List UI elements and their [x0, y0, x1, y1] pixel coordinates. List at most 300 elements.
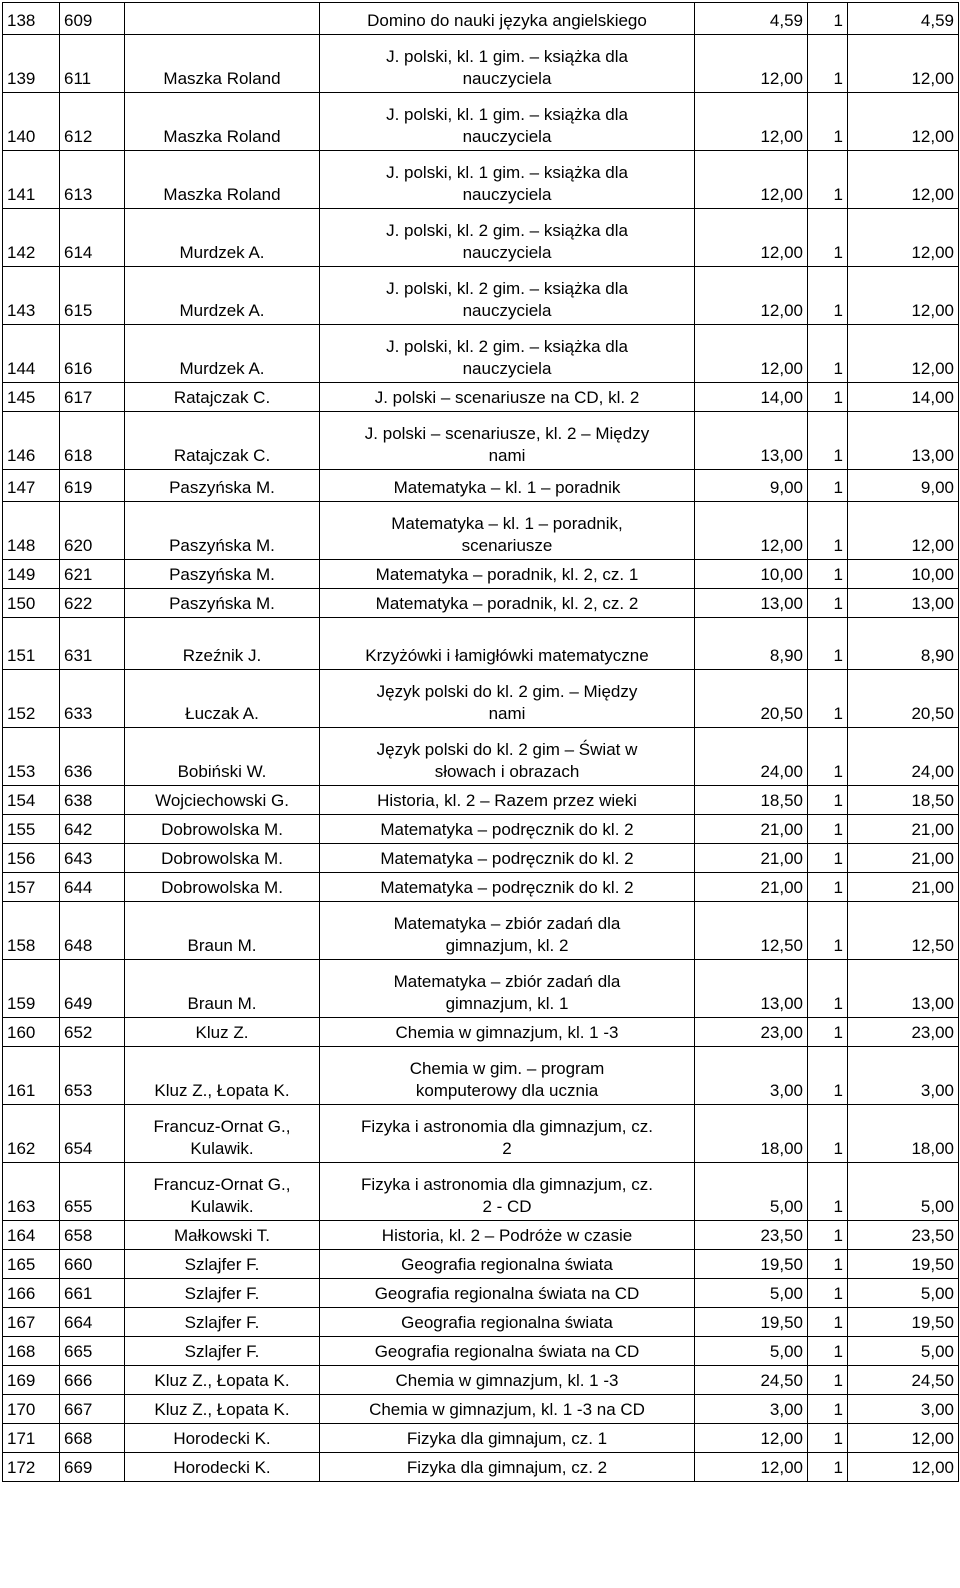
cell-title-line: Chemia w gimnazjum, kl. 1 -3	[395, 1023, 619, 1042]
cell-title	[320, 1047, 695, 1105]
cell-author: Paszyńska M.	[125, 560, 320, 589]
cell-author	[125, 1163, 320, 1221]
cell-title-line: J. polski, kl. 2 gim. – książka dla	[386, 279, 628, 298]
cell-price: 12,00	[695, 502, 808, 560]
cell-title	[320, 1395, 695, 1424]
cell-lp: 165	[3, 1250, 60, 1279]
cell-title	[320, 728, 695, 786]
cell-price: 4,59	[695, 3, 808, 35]
cell-title-line: Fizyka dla gimnajum, cz. 1	[406, 1429, 608, 1448]
cell-total: 4,59	[848, 3, 959, 35]
cell-lp: 139	[3, 35, 60, 93]
cell-title-line: Geografia regionalna świata na CD	[374, 1342, 640, 1361]
cell-id: 609	[60, 3, 125, 35]
cell-title-line: J. polski, kl. 1 gim. – książka dla	[386, 105, 628, 124]
cell-price: 3,00	[695, 1395, 808, 1424]
cell-price: 12,00	[695, 35, 808, 93]
cell-author	[125, 1105, 320, 1163]
cell-title-line: nauczyciela	[462, 243, 552, 262]
cell-id: 668	[60, 1424, 125, 1453]
cell-price: 12,00	[695, 1453, 808, 1482]
cell-total: 23,50	[848, 1221, 959, 1250]
cell-id: 666	[60, 1366, 125, 1395]
cell-id: 636	[60, 728, 125, 786]
cell-total: 24,00	[848, 728, 959, 786]
table-row	[3, 502, 959, 560]
cell-title-line: Fizyka i astronomia dla gimnazjum, cz.	[361, 1117, 653, 1136]
cell-id: 619	[60, 470, 125, 502]
cell-quantity: 1	[808, 1018, 848, 1047]
table-row	[3, 1424, 959, 1453]
cell-lp: 154	[3, 786, 60, 815]
cell-lp: 158	[3, 902, 60, 960]
cell-total: 12,00	[848, 209, 959, 267]
cell-title-line: Matematyka – kl. 1 – poradnik	[393, 478, 621, 497]
cell-title-line: gimnazjum, kl. 2	[445, 936, 569, 955]
cell-id: 644	[60, 873, 125, 902]
cell-id: 667	[60, 1395, 125, 1424]
cell-author: Dobrowolska M.	[125, 844, 320, 873]
cell-total: 12,00	[848, 267, 959, 325]
cell-id: 660	[60, 1250, 125, 1279]
table-row	[3, 325, 959, 383]
cell-id: 643	[60, 844, 125, 873]
cell-author: Kluz Z., Łopata K.	[125, 1366, 320, 1395]
cell-quantity: 1	[808, 1453, 848, 1482]
cell-id: 616	[60, 325, 125, 383]
cell-total: 19,50	[848, 1250, 959, 1279]
cell-lp: 145	[3, 383, 60, 412]
table-row	[3, 589, 959, 618]
cell-title-line: nauczyciela	[462, 69, 552, 88]
cell-title	[320, 1250, 695, 1279]
cell-price: 20,50	[695, 670, 808, 728]
cell-title	[320, 35, 695, 93]
cell-id: 654	[60, 1105, 125, 1163]
cell-author: Dobrowolska M.	[125, 873, 320, 902]
cell-id: 633	[60, 670, 125, 728]
cell-id: 622	[60, 589, 125, 618]
cell-title	[320, 1163, 695, 1221]
cell-title	[320, 670, 695, 728]
table-row	[3, 93, 959, 151]
table-row	[3, 1221, 959, 1250]
cell-title	[320, 1337, 695, 1366]
cell-title-line: J. polski, kl. 2 gim. – książka dla	[386, 221, 628, 240]
cell-quantity: 1	[808, 589, 848, 618]
table-row	[3, 1308, 959, 1337]
cell-quantity: 1	[808, 560, 848, 589]
cell-quantity: 1	[808, 325, 848, 383]
cell-author: Ratajczak C.	[125, 412, 320, 470]
table-row	[3, 844, 959, 873]
cell-price: 12,00	[695, 151, 808, 209]
cell-author: Paszyńska M.	[125, 589, 320, 618]
table-row	[3, 412, 959, 470]
cell-lp: 138	[3, 3, 60, 35]
cell-author: Szlajfer F.	[125, 1279, 320, 1308]
cell-id: 649	[60, 960, 125, 1018]
cell-quantity: 1	[808, 1250, 848, 1279]
table-row	[3, 1250, 959, 1279]
cell-total: 21,00	[848, 844, 959, 873]
cell-title-line: Krzyżówki i łamigłówki matematyczne	[365, 646, 649, 665]
cell-price: 12,50	[695, 902, 808, 960]
cell-title	[320, 786, 695, 815]
cell-title-line: J. polski, kl. 2 gim. – książka dla	[386, 337, 628, 356]
cell-total: 14,00	[848, 383, 959, 412]
cell-title-line: J. polski, kl. 1 gim. – książka dla	[386, 47, 628, 66]
cell-id: 653	[60, 1047, 125, 1105]
cell-title-line: Język polski do kl. 2 gim. – Między	[376, 682, 638, 701]
cell-total: 12,00	[848, 1453, 959, 1482]
cell-price: 13,00	[695, 412, 808, 470]
cell-id: 648	[60, 902, 125, 960]
cell-price: 14,00	[695, 383, 808, 412]
cell-price: 19,50	[695, 1250, 808, 1279]
cell-title-line: Matematyka – zbiór zadań dla	[393, 914, 621, 933]
cell-title	[320, 267, 695, 325]
cell-lp: 143	[3, 267, 60, 325]
table-row	[3, 873, 959, 902]
cell-title-line: nauczyciela	[462, 359, 552, 378]
inventory-table	[2, 2, 959, 1482]
cell-lp: 152	[3, 670, 60, 728]
cell-title	[320, 470, 695, 502]
cell-id: 615	[60, 267, 125, 325]
cell-price: 5,00	[695, 1337, 808, 1366]
cell-lp: 161	[3, 1047, 60, 1105]
cell-title	[320, 1279, 695, 1308]
cell-title	[320, 151, 695, 209]
cell-id: 621	[60, 560, 125, 589]
cell-lp: 153	[3, 728, 60, 786]
cell-quantity: 1	[808, 93, 848, 151]
cell-id: 658	[60, 1221, 125, 1250]
table-row	[3, 1163, 959, 1221]
cell-lp: 147	[3, 470, 60, 502]
cell-price: 3,00	[695, 1047, 808, 1105]
cell-total: 3,00	[848, 1047, 959, 1105]
cell-id: 642	[60, 815, 125, 844]
cell-title-line: komputerowy dla ucznia	[415, 1081, 599, 1100]
cell-author: Maszka Roland	[125, 93, 320, 151]
cell-author: Małkowski T.	[125, 1221, 320, 1250]
cell-price: 18,50	[695, 786, 808, 815]
cell-title-line: Matematyka – poradnik, kl. 2, cz. 1	[375, 565, 639, 584]
cell-price: 5,00	[695, 1279, 808, 1308]
cell-price: 12,00	[695, 93, 808, 151]
cell-title-line: nauczyciela	[462, 127, 552, 146]
table-row	[3, 1366, 959, 1395]
cell-total: 12,00	[848, 151, 959, 209]
cell-author: Murdzek A.	[125, 267, 320, 325]
cell-quantity: 1	[808, 151, 848, 209]
table-row	[3, 267, 959, 325]
cell-author: Szlajfer F.	[125, 1308, 320, 1337]
cell-quantity: 1	[808, 902, 848, 960]
cell-title-line: Chemia w gimnazjum, kl. 1 -3 na CD	[369, 1400, 645, 1419]
cell-total: 12,00	[848, 35, 959, 93]
cell-price: 21,00	[695, 844, 808, 873]
cell-lp: 150	[3, 589, 60, 618]
cell-author: Paszyńska M.	[125, 502, 320, 560]
cell-quantity: 1	[808, 209, 848, 267]
cell-title-line: Geografia regionalna świata	[401, 1313, 613, 1332]
cell-title	[320, 902, 695, 960]
cell-title-line: nauczyciela	[462, 185, 552, 204]
cell-title-line: 2 - CD	[482, 1197, 532, 1216]
cell-total: 13,00	[848, 412, 959, 470]
cell-id: 617	[60, 383, 125, 412]
cell-author: Rzeźnik J.	[125, 618, 320, 670]
cell-id: 655	[60, 1163, 125, 1221]
cell-quantity: 1	[808, 1337, 848, 1366]
cell-author-line: Kulawik.	[190, 1197, 254, 1216]
cell-quantity: 1	[808, 1424, 848, 1453]
cell-lp: 160	[3, 1018, 60, 1047]
cell-lp: 151	[3, 618, 60, 670]
cell-total: 9,00	[848, 470, 959, 502]
table-row	[3, 383, 959, 412]
cell-quantity: 1	[808, 267, 848, 325]
table-row	[3, 1453, 959, 1482]
cell-lp: 155	[3, 815, 60, 844]
cell-title-line: Historia, kl. 2 – Podróże w czasie	[381, 1226, 633, 1245]
table-row	[3, 618, 959, 670]
cell-title-line: gimnazjum, kl. 1	[445, 994, 569, 1013]
cell-lp: 141	[3, 151, 60, 209]
cell-author: Maszka Roland	[125, 35, 320, 93]
cell-title-line: nami	[488, 446, 526, 465]
cell-id: 631	[60, 618, 125, 670]
cell-id: 652	[60, 1018, 125, 1047]
cell-title	[320, 618, 695, 670]
cell-author: Szlajfer F.	[125, 1250, 320, 1279]
cell-price: 8,90	[695, 618, 808, 670]
cell-quantity: 1	[808, 786, 848, 815]
table-row	[3, 35, 959, 93]
cell-title-line: Fizyka dla gimnajum, cz. 2	[406, 1458, 608, 1477]
cell-quantity: 1	[808, 815, 848, 844]
cell-total: 12,50	[848, 902, 959, 960]
cell-quantity: 1	[808, 618, 848, 670]
cell-price: 10,00	[695, 560, 808, 589]
cell-title	[320, 1453, 695, 1482]
cell-price: 18,00	[695, 1105, 808, 1163]
cell-author: Paszyńska M.	[125, 470, 320, 502]
cell-title-line: Domino do nauki języka angielskiego	[367, 11, 647, 30]
cell-author: Wojciechowski G.	[125, 786, 320, 815]
cell-title	[320, 815, 695, 844]
table-row	[3, 560, 959, 589]
cell-lp: 163	[3, 1163, 60, 1221]
cell-title-line: słowach i obrazach	[434, 762, 580, 781]
cell-id: 638	[60, 786, 125, 815]
cell-quantity: 1	[808, 1105, 848, 1163]
cell-title	[320, 589, 695, 618]
cell-title-line: J. polski, kl. 1 gim. – książka dla	[386, 163, 628, 182]
cell-author: Ratajczak C.	[125, 383, 320, 412]
cell-quantity: 1	[808, 502, 848, 560]
cell-quantity: 1	[808, 35, 848, 93]
cell-quantity: 1	[808, 1279, 848, 1308]
cell-lp: 164	[3, 1221, 60, 1250]
cell-lp: 157	[3, 873, 60, 902]
cell-lp: 172	[3, 1453, 60, 1482]
table-row	[3, 1018, 959, 1047]
cell-quantity: 1	[808, 3, 848, 35]
cell-id: 613	[60, 151, 125, 209]
cell-title-line: J. polski – scenariusze na CD, kl. 2	[374, 388, 640, 407]
cell-id: 620	[60, 502, 125, 560]
cell-author: Łuczak A.	[125, 670, 320, 728]
cell-title-line: Fizyka i astronomia dla gimnazjum, cz.	[361, 1175, 653, 1194]
cell-title	[320, 560, 695, 589]
cell-title	[320, 325, 695, 383]
cell-title	[320, 1424, 695, 1453]
cell-total: 24,50	[848, 1366, 959, 1395]
cell-author: Kluz Z., Łopata K.	[125, 1395, 320, 1424]
cell-title	[320, 3, 695, 35]
cell-quantity: 1	[808, 470, 848, 502]
cell-title	[320, 383, 695, 412]
cell-author: Maszka Roland	[125, 151, 320, 209]
cell-quantity: 1	[808, 960, 848, 1018]
cell-author: Szlajfer F.	[125, 1337, 320, 1366]
table-row	[3, 1047, 959, 1105]
cell-title-line: Matematyka – poradnik, kl. 2, cz. 2	[375, 594, 639, 613]
cell-lp: 170	[3, 1395, 60, 1424]
cell-title-line: nami	[488, 704, 526, 723]
cell-quantity: 1	[808, 1047, 848, 1105]
cell-title-line: Geografia regionalna świata	[401, 1255, 613, 1274]
cell-title-line: Chemia w gim. – program	[409, 1059, 605, 1078]
table-row	[3, 902, 959, 960]
cell-author: Bobiński W.	[125, 728, 320, 786]
cell-price: 5,00	[695, 1163, 808, 1221]
cell-total: 18,50	[848, 786, 959, 815]
cell-author: Kluz Z.	[125, 1018, 320, 1047]
cell-author: Braun M.	[125, 960, 320, 1018]
cell-title-line: nauczyciela	[462, 301, 552, 320]
cell-title	[320, 1308, 695, 1337]
cell-title	[320, 209, 695, 267]
cell-lp: 159	[3, 960, 60, 1018]
cell-author-line: Kulawik.	[190, 1139, 254, 1158]
table-row	[3, 1395, 959, 1424]
table-row	[3, 786, 959, 815]
cell-lp: 142	[3, 209, 60, 267]
cell-author-line: Francuz-Ornat G.,	[153, 1117, 291, 1136]
table-body	[3, 3, 959, 1482]
cell-total: 13,00	[848, 589, 959, 618]
cell-author: Dobrowolska M.	[125, 815, 320, 844]
cell-price: 12,00	[695, 267, 808, 325]
cell-title-line: Chemia w gimnazjum, kl. 1 -3	[395, 1371, 619, 1390]
cell-title	[320, 1366, 695, 1395]
cell-lp: 148	[3, 502, 60, 560]
table-row	[3, 470, 959, 502]
cell-total: 5,00	[848, 1163, 959, 1221]
cell-lp: 171	[3, 1424, 60, 1453]
cell-quantity: 1	[808, 1308, 848, 1337]
cell-price: 24,00	[695, 728, 808, 786]
cell-price: 12,00	[695, 1424, 808, 1453]
cell-id: 618	[60, 412, 125, 470]
cell-id: 664	[60, 1308, 125, 1337]
cell-total: 18,00	[848, 1105, 959, 1163]
table-row	[3, 670, 959, 728]
table-row	[3, 815, 959, 844]
cell-price: 24,50	[695, 1366, 808, 1395]
table-row	[3, 1279, 959, 1308]
cell-price: 12,00	[695, 325, 808, 383]
cell-title	[320, 502, 695, 560]
cell-total: 5,00	[848, 1337, 959, 1366]
table-row	[3, 3, 959, 35]
cell-lp: 168	[3, 1337, 60, 1366]
cell-total: 19,50	[848, 1308, 959, 1337]
cell-title-line: Geografia regionalna świata na CD	[374, 1284, 640, 1303]
cell-quantity: 1	[808, 383, 848, 412]
cell-title	[320, 844, 695, 873]
cell-total: 3,00	[848, 1395, 959, 1424]
cell-quantity: 1	[808, 873, 848, 902]
cell-author: Horodecki K.	[125, 1424, 320, 1453]
cell-author-line: Francuz-Ornat G.,	[153, 1175, 291, 1194]
cell-lp: 144	[3, 325, 60, 383]
cell-author	[125, 3, 320, 35]
cell-title	[320, 1221, 695, 1250]
cell-lp: 146	[3, 412, 60, 470]
cell-title	[320, 412, 695, 470]
cell-price: 21,00	[695, 815, 808, 844]
cell-quantity: 1	[808, 412, 848, 470]
cell-title-line: Historia, kl. 2 – Razem przez wieki	[377, 791, 637, 810]
cell-title	[320, 1105, 695, 1163]
cell-id: 661	[60, 1279, 125, 1308]
cell-title-line: Matematyka – podręcznik do kl. 2	[380, 820, 634, 839]
cell-quantity: 1	[808, 1221, 848, 1250]
cell-price: 13,00	[695, 589, 808, 618]
cell-quantity: 1	[808, 670, 848, 728]
table-row	[3, 1337, 959, 1366]
cell-total: 12,00	[848, 93, 959, 151]
cell-lp: 162	[3, 1105, 60, 1163]
table-row	[3, 209, 959, 267]
cell-title-line: Matematyka – podręcznik do kl. 2	[380, 849, 634, 868]
cell-quantity: 1	[808, 1395, 848, 1424]
cell-total: 5,00	[848, 1279, 959, 1308]
cell-title-line: 2	[502, 1139, 512, 1158]
cell-title	[320, 873, 695, 902]
cell-author: Kluz Z., Łopata K.	[125, 1047, 320, 1105]
cell-title-line: Matematyka – zbiór zadań dla	[393, 972, 621, 991]
cell-lp: 166	[3, 1279, 60, 1308]
cell-quantity: 1	[808, 1163, 848, 1221]
cell-title	[320, 960, 695, 1018]
cell-lp: 140	[3, 93, 60, 151]
table-row	[3, 1105, 959, 1163]
cell-title-line: scenariusze	[461, 536, 553, 555]
cell-total: 10,00	[848, 560, 959, 589]
table-row	[3, 728, 959, 786]
table-row	[3, 960, 959, 1018]
cell-title-line: Matematyka – podręcznik do kl. 2	[380, 878, 634, 897]
cell-lp: 167	[3, 1308, 60, 1337]
cell-total: 12,00	[848, 502, 959, 560]
